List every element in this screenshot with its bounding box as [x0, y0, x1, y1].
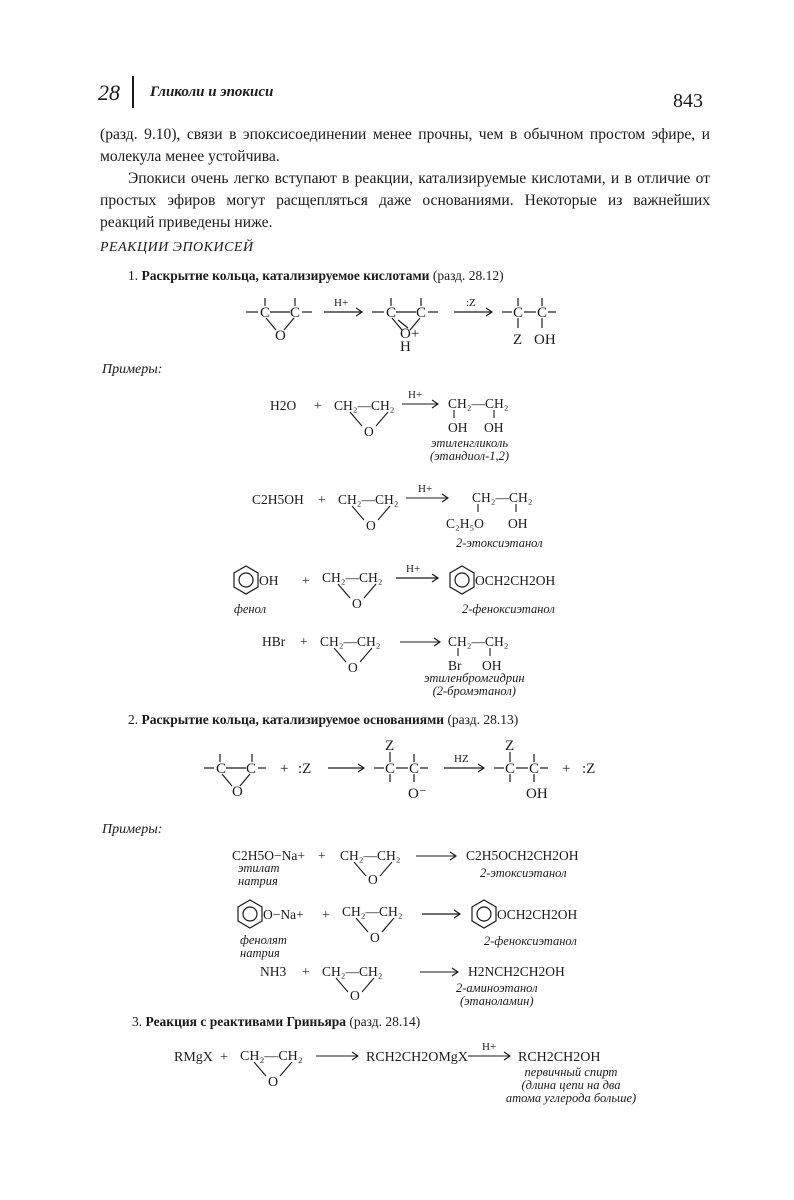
bromohydrin-caption — [424, 672, 525, 698]
ethoxyethanol-caption: 2-этоксиэтанол — [456, 536, 543, 550]
hydroxyl-label: OH — [259, 573, 279, 588]
carbon-label: C — [290, 305, 301, 321]
caption-line: этиленгликоль — [431, 436, 509, 450]
paragraph-1: (разд. 9.10), связи в эпоксисоединении менее прочны, чем в обычном простом эфире, и молекула менее устойчива. — [100, 126, 710, 165]
ethylene-oxide: CH₂—CH₂ — [322, 964, 383, 979]
caption-line: (этаноламин) — [460, 994, 534, 1008]
water-label: H2O — [270, 398, 297, 413]
carbon-label: C — [216, 761, 227, 777]
plus-sign: + — [300, 634, 308, 649]
sodium-phenolate-caption — [240, 934, 287, 960]
acid-catalyst-label: H+ — [418, 484, 433, 495]
phenoxyethanol-formula: OCH2CH2OH — [475, 573, 556, 588]
benzene-ring-icon — [450, 566, 474, 594]
oxonium-label: O+ — [400, 326, 420, 342]
oxygen-label: O — [268, 1075, 279, 1090]
reaction-2-scheme — [200, 736, 620, 808]
paragraph-2: Эпокиси очень легко вступают в реакции, катализируемые кислотами, и в отличие от простых эфиров могут расщепляться даже основаниями. Некоторые из важнейших реакций приведены ниже. — [100, 170, 710, 231]
oxygen-label: O — [366, 518, 376, 533]
carbon-label: C — [537, 305, 548, 321]
ethylene-oxide: CH₂—CH₂ — [320, 634, 381, 649]
examples-label-1: Примеры: — [102, 362, 163, 377]
chapter-title: Гликоли и эпокиси — [150, 84, 274, 100]
phenoxyethanol-caption: 2-феноксиэтанол — [462, 602, 555, 616]
phenolate-group: O−Na+ — [263, 907, 304, 922]
aminoethanol-formula: H2NCH2CH2OH — [468, 964, 565, 979]
oxygen-label: O — [352, 596, 362, 611]
nucleophile-label: :Z — [298, 761, 312, 777]
ethanol-label: C2H5OH — [252, 492, 304, 507]
caption-line: 2-аминоэтанол — [456, 981, 538, 995]
grignard-product: RCH2CH2OH — [518, 1050, 601, 1065]
reaction-1-scheme — [240, 288, 580, 356]
caption-line: (этандиол-1,2) — [430, 449, 510, 463]
hydroxyl-label: OH — [534, 332, 556, 348]
ethylene-oxide: CH₂—CH₂ — [334, 398, 395, 413]
carbon-label: C — [529, 761, 540, 777]
caption-line: (длина цепи на два — [521, 1078, 621, 1092]
reaction-3-heading — [132, 1014, 420, 1030]
plus-sign: + — [318, 848, 326, 863]
acid-catalyst-label: H+ — [408, 390, 423, 401]
reaction-2-heading — [128, 712, 518, 728]
carbon-label: C — [505, 761, 516, 777]
reaction-3-ref: (разд. 28.14) — [349, 1014, 421, 1029]
page-number: 843 — [673, 90, 703, 112]
caption-line: первичный спирт — [524, 1065, 618, 1079]
reaction-1-title: Раскрытие кольца, катализируемое кислотами — [141, 268, 430, 283]
product-substituents: OH — [508, 516, 528, 531]
nucleophile-label: :Z — [466, 297, 476, 309]
ethoxyethanol-formula: C2H5OCH2CH2OH — [466, 848, 579, 863]
oxygen-label: O — [232, 784, 243, 800]
carbon-label: C — [416, 305, 427, 321]
alkoxide-label: O⁻ — [408, 786, 427, 802]
caption-line: натрия — [238, 874, 278, 888]
caption-line: этиленбромгидрин — [424, 671, 525, 685]
example-ethanol — [250, 484, 550, 540]
proton-label: H — [400, 339, 411, 355]
product-substituents: OH — [482, 658, 502, 673]
example-water — [268, 390, 558, 460]
grignard-intermediate: RCH2CH2OMgX — [366, 1050, 468, 1065]
phenol-caption: фенол — [234, 602, 267, 616]
ethylene-glycol-caption — [430, 437, 509, 463]
phenoxyethanol-caption-2: 2-феноксиэтанол — [484, 934, 577, 948]
ethylene-oxide: CH₂—CH₂ — [338, 492, 399, 507]
ethoxyethanol-caption-2: 2-этоксиэтанол — [480, 866, 567, 880]
plus-sign: + — [318, 492, 326, 507]
examples-label-2: Примеры: — [102, 822, 163, 837]
acid-catalyst-label: H+ — [334, 297, 349, 309]
plus-sign: + — [280, 761, 289, 777]
sodium-ethylate-formula: C2H5O−Na+ — [232, 848, 305, 863]
z-label: Z — [513, 332, 523, 348]
reaction-2-ref: (разд. 28.13) — [447, 712, 519, 727]
hydroxyl-label: OH — [526, 786, 548, 802]
product-chain: CH₂—CH₂ — [472, 490, 533, 505]
carbon-label: C — [513, 305, 524, 321]
carbon-label: C — [260, 305, 271, 321]
oxygen-label: O — [364, 424, 374, 439]
ethylene-oxide: CH₂—CH₂ — [240, 1049, 303, 1064]
grignard-reagent: RMgX — [174, 1050, 213, 1065]
carbon-label: C — [385, 761, 396, 777]
plus-sign: + — [302, 573, 310, 588]
caption-line: этилат — [238, 861, 280, 875]
nucleophile-label: :Z — [582, 761, 596, 777]
oxygen-label: O — [348, 660, 358, 675]
ammonia-label: NH3 — [260, 964, 287, 979]
oxygen-label: O — [350, 988, 360, 1002]
product-substituents: C₂H₅O — [446, 516, 484, 531]
benzene-ring-icon — [234, 566, 258, 594]
carbon-label: C — [386, 305, 397, 321]
hz-label: HZ — [454, 753, 469, 765]
benzene-ring-icon — [238, 900, 262, 928]
oxygen-label: O — [368, 872, 378, 886]
reaction-2-number: 2. — [128, 712, 139, 727]
section-title: РЕАКЦИИ ЭПОКИСЕЙ — [100, 240, 254, 255]
primary-alcohol-caption — [496, 1066, 646, 1105]
aminoethanol-caption — [456, 982, 538, 1008]
chapter-number: 28 — [98, 80, 120, 105]
header-divider — [132, 76, 134, 108]
product-substituents: OH — [448, 420, 468, 435]
oxygen-label: O — [275, 328, 286, 344]
acid-catalyst-label: H+ — [406, 563, 421, 575]
caption-line: натрия — [240, 946, 280, 960]
reaction-3-number: 3. — [132, 1014, 143, 1029]
carbon-label: C — [246, 761, 257, 777]
reaction-1-ref: (разд. 28.12) — [432, 268, 504, 283]
caption-line: атома углерода больше) — [505, 1091, 637, 1105]
plus-sign: + — [322, 907, 330, 922]
ethylene-oxide: CH₂—CH₂ — [342, 904, 403, 919]
acid-catalyst-label: H+ — [482, 1041, 497, 1053]
plus-sign: + — [302, 964, 310, 979]
reaction-3-title: Реакция с реактивами Гриньяра — [145, 1014, 347, 1029]
reaction-2-title: Раскрытие кольца, катализируемое основаниями — [141, 712, 445, 727]
z-label: Z — [505, 738, 515, 754]
product-chain: CH₂—CH₂ — [448, 396, 509, 411]
caption-line: (2-бромэтанол) — [432, 684, 516, 698]
plus-sign: + — [220, 1050, 228, 1065]
z-label: Z — [385, 738, 395, 754]
reaction-1-number: 1. — [128, 268, 139, 283]
product-substituents: Br — [448, 658, 462, 673]
hbr-label: HBr — [262, 634, 286, 649]
plus-sign: + — [314, 398, 322, 413]
reaction-1-heading — [128, 268, 504, 284]
caption-line: фенолят — [240, 933, 287, 947]
phenoxyethanol-formula: OCH2CH2OH — [497, 907, 578, 922]
carbon-label: C — [409, 761, 420, 777]
oxygen-label: O — [370, 930, 380, 945]
plus-sign: + — [562, 761, 571, 777]
benzene-ring-icon — [472, 900, 496, 928]
product-chain: CH₂—CH₂ — [448, 634, 509, 649]
product-substituents: OH — [484, 420, 504, 435]
sodium-ethylate-caption — [238, 862, 280, 888]
ethylene-oxide: CH₂—CH₂ — [322, 570, 383, 585]
ethylene-oxide: CH₂—CH₂ — [340, 848, 401, 863]
